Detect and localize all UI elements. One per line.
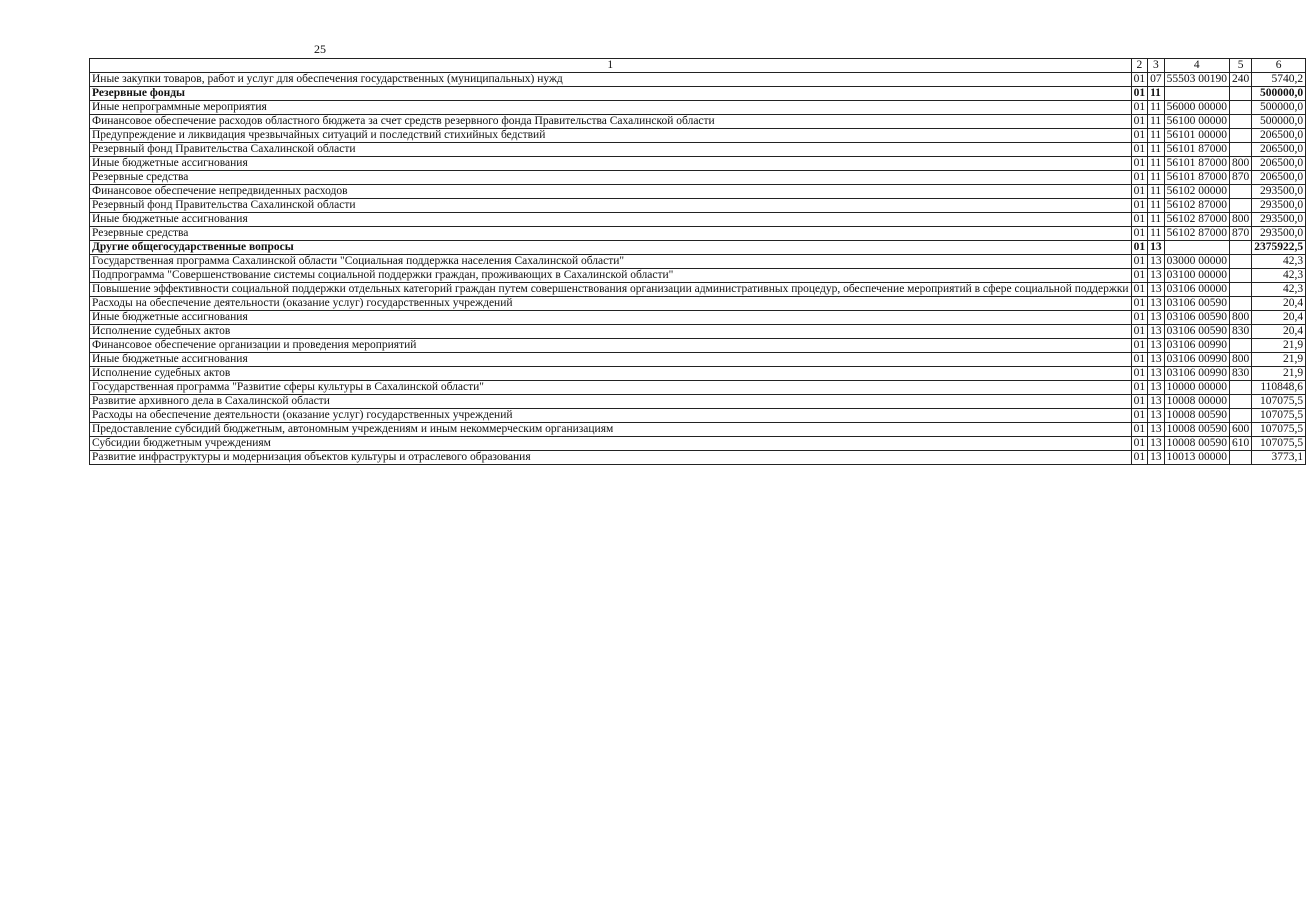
row-amount: 500000,0: [1252, 115, 1306, 129]
row-target-code: 10000 00000: [1164, 381, 1229, 395]
header-col-4: 4: [1164, 59, 1229, 73]
row-section: 01: [1131, 339, 1148, 353]
row-amount: 206500,0: [1252, 171, 1306, 185]
row-expense-type: [1229, 129, 1251, 143]
row-amount: 500000,0: [1252, 87, 1306, 101]
row-expense-type: [1229, 87, 1251, 101]
table-row: [90, 339, 1306, 353]
table-row: [90, 325, 1306, 339]
header-col-5: 5: [1229, 59, 1251, 73]
row-name: Подпрограмма "Совершенствование системы социальной поддержки граждан, проживающих в Сахалинской области": [90, 269, 1132, 283]
row-subsection: 11: [1148, 227, 1165, 241]
row-section: 01: [1131, 213, 1148, 227]
row-subsection: 13: [1148, 367, 1165, 381]
row-expense-type: [1229, 395, 1251, 409]
row-target-code: 03100 00000: [1164, 269, 1229, 283]
row-name: Резервные средства: [90, 171, 1132, 185]
row-amount: 107075,5: [1252, 437, 1306, 451]
table-row: [90, 115, 1306, 129]
table-row: [90, 171, 1306, 185]
row-section: 01: [1131, 269, 1148, 283]
row-section: 01: [1131, 241, 1148, 255]
table-row: [90, 227, 1306, 241]
row-subsection: 13: [1148, 381, 1165, 395]
row-subsection: 13: [1148, 297, 1165, 311]
row-subsection: 13: [1148, 409, 1165, 423]
row-target-code: 56102 00000: [1164, 185, 1229, 199]
row-amount: 42,3: [1252, 255, 1306, 269]
table-row: [90, 101, 1306, 115]
header-col-1: 1: [90, 59, 1132, 73]
table-row: [90, 185, 1306, 199]
row-target-code: 56102 87000: [1164, 199, 1229, 213]
row-name: Финансовое обеспечение расходов областного бюджета за счет средств резервного фонда Правительства Сахалинской области: [90, 115, 1132, 129]
row-target-code: 56000 00000: [1164, 101, 1229, 115]
row-name: Иные бюджетные ассигнования: [90, 157, 1132, 171]
row-amount: 293500,0: [1252, 199, 1306, 213]
table-row: [90, 367, 1306, 381]
table-row: [90, 395, 1306, 409]
header-col-2: 2: [1131, 59, 1148, 73]
row-target-code: 56102 87000: [1164, 213, 1229, 227]
row-target-code: 03106 00990: [1164, 353, 1229, 367]
table-row: [90, 213, 1306, 227]
row-section: 01: [1131, 199, 1148, 213]
row-name: Финансовое обеспечение непредвиденных расходов: [90, 185, 1132, 199]
row-section: 01: [1131, 437, 1148, 451]
table-row: [90, 381, 1306, 395]
row-amount: 107075,5: [1252, 395, 1306, 409]
row-section: 01: [1131, 311, 1148, 325]
row-name: Исполнение судебных актов: [90, 367, 1132, 381]
row-name: Иные бюджетные ассигнования: [90, 353, 1132, 367]
row-subsection: 07: [1148, 73, 1165, 87]
row-expense-type: [1229, 269, 1251, 283]
row-name: Иные бюджетные ассигнования: [90, 311, 1132, 325]
row-subsection: 13: [1148, 283, 1165, 297]
row-target-code: 03106 00990: [1164, 339, 1229, 353]
row-name: Повышение эффективности социальной поддержки отдельных категорий граждан путем совершенствования организации административных процедур, обеспечение мероприятий в сфере социальной поддержки: [90, 283, 1132, 297]
row-section: 01: [1131, 255, 1148, 269]
row-expense-type: [1229, 101, 1251, 115]
row-section: 01: [1131, 185, 1148, 199]
table-row: [90, 423, 1306, 437]
row-subsection: 13: [1148, 395, 1165, 409]
row-name: Предупреждение и ликвидация чрезвычайных ситуаций и последствий стихийных бедствий: [90, 129, 1132, 143]
row-expense-type: [1229, 297, 1251, 311]
row-target-code: 03106 00990: [1164, 367, 1229, 381]
page-number: 25: [314, 42, 326, 56]
row-subsection: 11: [1148, 171, 1165, 185]
row-amount: 293500,0: [1252, 213, 1306, 227]
table-row: [90, 409, 1306, 423]
row-amount: 20,4: [1252, 325, 1306, 339]
row-subsection: 11: [1148, 129, 1165, 143]
row-subsection: 13: [1148, 339, 1165, 353]
row-name: Исполнение судебных актов: [90, 325, 1132, 339]
row-target-code: 10008 00590: [1164, 437, 1229, 451]
row-amount: 2375922,5: [1252, 241, 1306, 255]
row-target-code: 03000 00000: [1164, 255, 1229, 269]
row-expense-type: [1229, 283, 1251, 297]
row-amount: 206500,0: [1252, 143, 1306, 157]
table-row: [90, 87, 1306, 101]
row-name: Иные бюджетные ассигнования: [90, 213, 1132, 227]
row-target-code: 03106 00000: [1164, 283, 1229, 297]
row-expense-type: [1229, 339, 1251, 353]
row-amount: 21,9: [1252, 367, 1306, 381]
table-row: [90, 143, 1306, 157]
row-name: Иные непрограммные мероприятия: [90, 101, 1132, 115]
row-target-code: 10008 00590: [1164, 423, 1229, 437]
row-name: Государственная программа "Развитие сферы культуры в Сахалинской области": [90, 381, 1132, 395]
row-section: 01: [1131, 381, 1148, 395]
row-section: 01: [1131, 423, 1148, 437]
row-section: 01: [1131, 171, 1148, 185]
row-name: Расходы на обеспечение деятельности (оказание услуг) государственных учреждений: [90, 409, 1132, 423]
row-subsection: 11: [1148, 199, 1165, 213]
row-expense-type: [1229, 409, 1251, 423]
table-row: [90, 311, 1306, 325]
row-name: Резервные фонды: [90, 87, 1132, 101]
row-subsection: 13: [1148, 353, 1165, 367]
row-expense-type: 830: [1229, 367, 1251, 381]
table-row: [90, 297, 1306, 311]
table-row: [90, 283, 1306, 297]
row-subsection: 11: [1148, 101, 1165, 115]
row-target-code: 10008 00590: [1164, 409, 1229, 423]
row-expense-type: 870: [1229, 171, 1251, 185]
row-target-code: 10013 00000: [1164, 451, 1229, 465]
table-row: [90, 199, 1306, 213]
row-name: Развитие архивного дела в Сахалинской области: [90, 395, 1132, 409]
row-expense-type: 800: [1229, 311, 1251, 325]
header-col-6: 6: [1252, 59, 1306, 73]
row-name: Иные закупки товаров, работ и услуг для обеспечения государственных (муниципальных) нужд: [90, 73, 1132, 87]
row-target-code: 56101 87000: [1164, 171, 1229, 185]
row-section: 01: [1131, 409, 1148, 423]
row-amount: 21,9: [1252, 353, 1306, 367]
table-row: [90, 241, 1306, 255]
row-target-code: 55503 00190: [1164, 73, 1229, 87]
row-subsection: 13: [1148, 241, 1165, 255]
row-amount: 3773,1: [1252, 451, 1306, 465]
row-expense-type: [1229, 199, 1251, 213]
row-expense-type: 610: [1229, 437, 1251, 451]
row-amount: 107075,5: [1252, 409, 1306, 423]
row-section: 01: [1131, 451, 1148, 465]
row-subsection: 11: [1148, 143, 1165, 157]
row-name: Предоставление субсидий бюджетным, автономным учреждениям и иным некоммерческим организациям: [90, 423, 1132, 437]
row-target-code: 10008 00000: [1164, 395, 1229, 409]
row-expense-type: 830: [1229, 325, 1251, 339]
table-row: [90, 269, 1306, 283]
row-expense-type: 800: [1229, 213, 1251, 227]
row-expense-type: 600: [1229, 423, 1251, 437]
row-section: 01: [1131, 87, 1148, 101]
row-section: 01: [1131, 143, 1148, 157]
table-row: [90, 437, 1306, 451]
table-row: [90, 353, 1306, 367]
row-amount: 110848,6: [1252, 381, 1306, 395]
row-section: 01: [1131, 283, 1148, 297]
row-section: 01: [1131, 73, 1148, 87]
row-target-code: 03106 00590: [1164, 311, 1229, 325]
row-amount: 500000,0: [1252, 101, 1306, 115]
row-expense-type: 240: [1229, 73, 1251, 87]
row-subsection: 13: [1148, 451, 1165, 465]
row-amount: 42,3: [1252, 283, 1306, 297]
row-section: 01: [1131, 157, 1148, 171]
row-target-code: 56101 87000: [1164, 157, 1229, 171]
row-amount: 206500,0: [1252, 157, 1306, 171]
budget-table: [89, 58, 1306, 465]
table-row: [90, 255, 1306, 269]
row-subsection: 11: [1148, 213, 1165, 227]
row-target-code: 56101 87000: [1164, 143, 1229, 157]
row-amount: 20,4: [1252, 311, 1306, 325]
row-section: 01: [1131, 297, 1148, 311]
row-section: 01: [1131, 227, 1148, 241]
row-subsection: 11: [1148, 115, 1165, 129]
table-row: [90, 451, 1306, 465]
row-amount: 21,9: [1252, 339, 1306, 353]
row-amount: 20,4: [1252, 297, 1306, 311]
row-amount: 107075,5: [1252, 423, 1306, 437]
row-subsection: 11: [1148, 185, 1165, 199]
row-name: Развитие инфраструктуры и модернизация объектов культуры и отраслевого образования: [90, 451, 1132, 465]
row-name: Расходы на обеспечение деятельности (оказание услуг) государственных учреждений: [90, 297, 1132, 311]
row-target-code: 03106 00590: [1164, 325, 1229, 339]
row-subsection: 13: [1148, 423, 1165, 437]
row-expense-type: [1229, 451, 1251, 465]
row-section: 01: [1131, 129, 1148, 143]
table-header-row: [90, 59, 1306, 73]
table-row: [90, 73, 1306, 87]
row-name: Финансовое обеспечение организации и проведения мероприятий: [90, 339, 1132, 353]
row-amount: 293500,0: [1252, 227, 1306, 241]
table-body: [90, 73, 1306, 465]
row-section: 01: [1131, 115, 1148, 129]
row-section: 01: [1131, 325, 1148, 339]
row-expense-type: 800: [1229, 353, 1251, 367]
row-amount: 42,3: [1252, 269, 1306, 283]
row-expense-type: [1229, 241, 1251, 255]
row-target-code: [1164, 241, 1229, 255]
row-subsection: 13: [1148, 325, 1165, 339]
row-name: Субсидии бюджетным учреждениям: [90, 437, 1132, 451]
row-expense-type: [1229, 143, 1251, 157]
row-expense-type: 870: [1229, 227, 1251, 241]
row-subsection: 13: [1148, 437, 1165, 451]
row-section: 01: [1131, 101, 1148, 115]
row-amount: 293500,0: [1252, 185, 1306, 199]
row-subsection: 13: [1148, 269, 1165, 283]
row-target-code: 56100 00000: [1164, 115, 1229, 129]
row-subsection: 13: [1148, 311, 1165, 325]
row-target-code: 56102 87000: [1164, 227, 1229, 241]
row-subsection: 11: [1148, 157, 1165, 171]
row-name: Государственная программа Сахалинской области "Социальная поддержка населения Сахалинской области": [90, 255, 1132, 269]
row-expense-type: [1229, 381, 1251, 395]
row-expense-type: [1229, 255, 1251, 269]
row-name: Резервный фонд Правительства Сахалинской области: [90, 199, 1132, 213]
row-expense-type: [1229, 185, 1251, 199]
row-subsection: 11: [1148, 87, 1165, 101]
row-target-code: 03106 00590: [1164, 297, 1229, 311]
row-target-code: 56101 00000: [1164, 129, 1229, 143]
row-section: 01: [1131, 367, 1148, 381]
row-name: Резервные средства: [90, 227, 1132, 241]
row-amount: 206500,0: [1252, 129, 1306, 143]
row-target-code: [1164, 87, 1229, 101]
row-name: Резервный фонд Правительства Сахалинской области: [90, 143, 1132, 157]
row-name: Другие общегосударственные вопросы: [90, 241, 1132, 255]
row-expense-type: 800: [1229, 157, 1251, 171]
row-subsection: 13: [1148, 255, 1165, 269]
table-row: [90, 157, 1306, 171]
header-col-3: 3: [1148, 59, 1165, 73]
row-expense-type: [1229, 115, 1251, 129]
row-section: 01: [1131, 395, 1148, 409]
row-section: 01: [1131, 353, 1148, 367]
row-amount: 5740,2: [1252, 73, 1306, 87]
table-row: [90, 129, 1306, 143]
